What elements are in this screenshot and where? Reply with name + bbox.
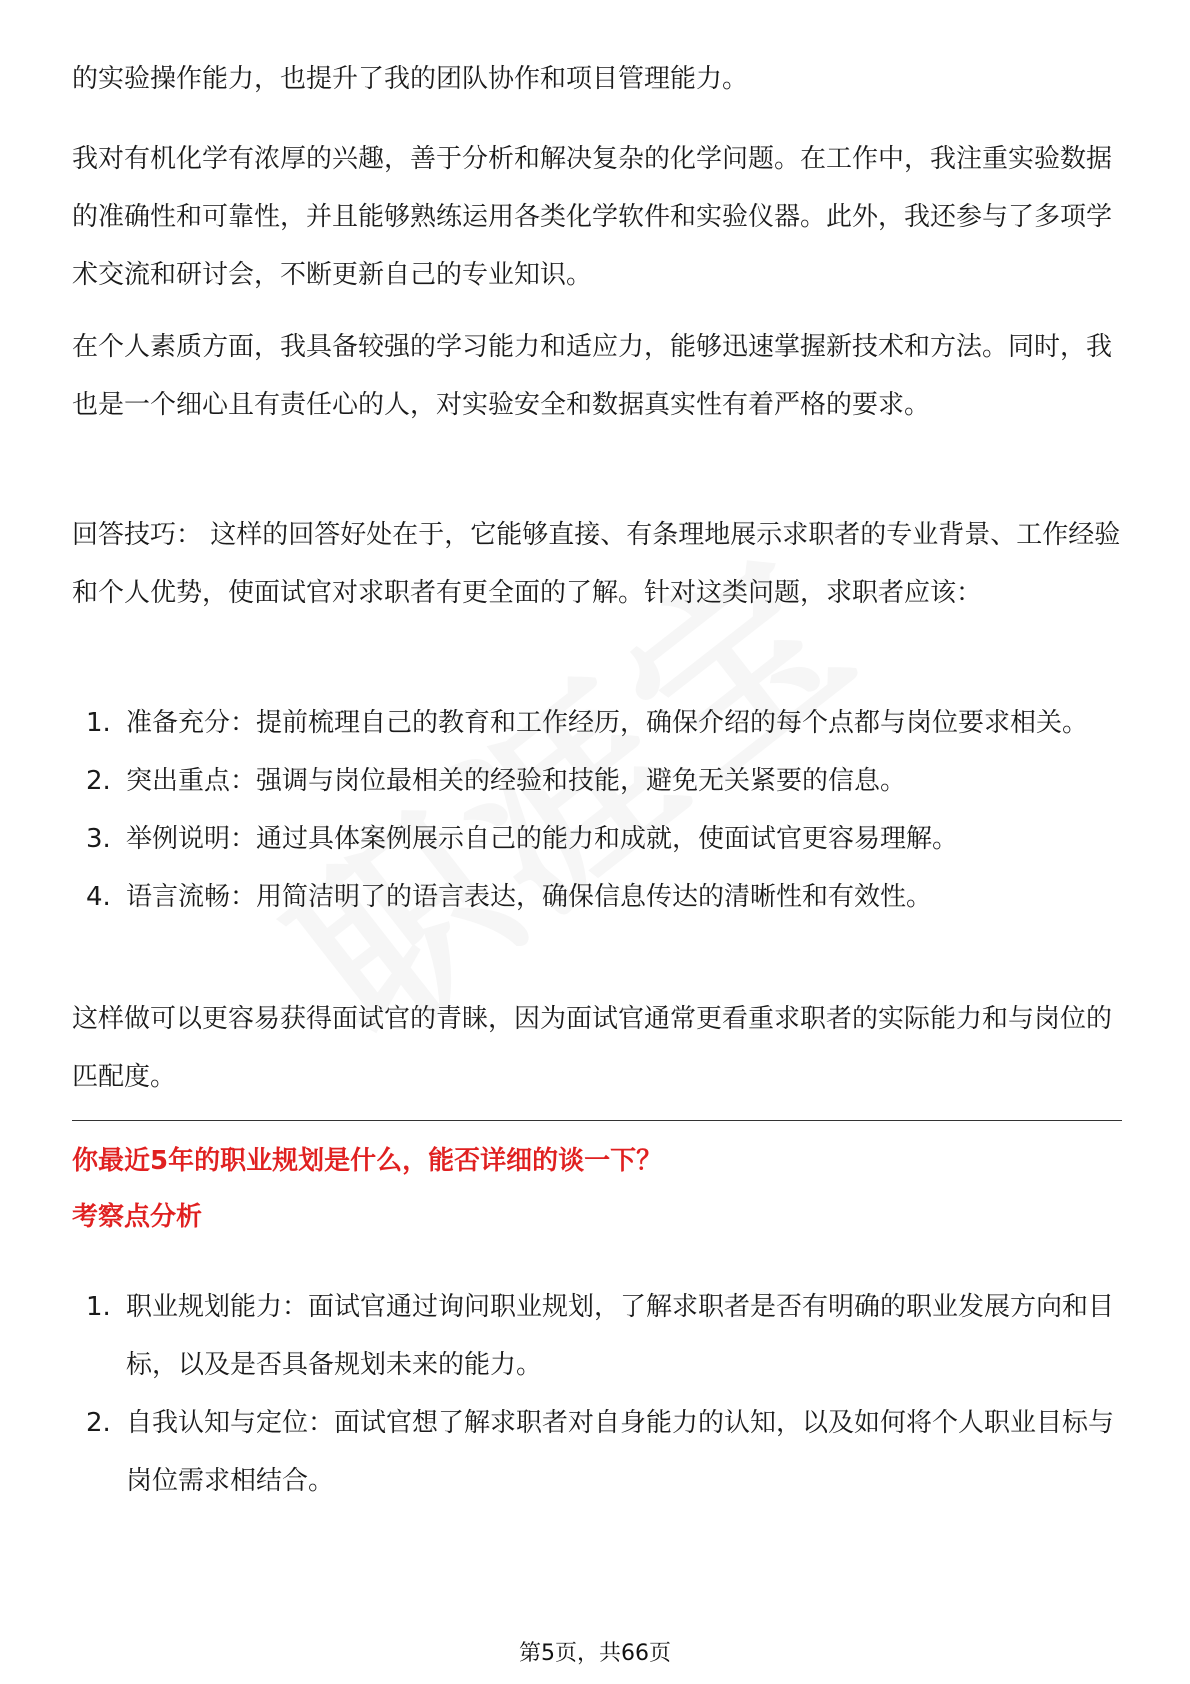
page-footer: 第5页，共66页 [519,1641,671,1666]
list-item: 1. 准备充分：提前梳理自己的教育和工作经历，确保介绍的每个点都与岗位要求相关。 [86,708,1089,738]
paragraph-intro-tail: 的实验操作能力，也提升了我的团队协作和项目管理能力。 [72,64,749,94]
tips-list [72,694,1122,926]
paragraph-personal-quality: 在个人素质方面，我具备较强的学习能力和适应力，能够迅速掌握新技术和方法。同时，我也是一个细心且有责任心的人，对实验安全和数据真实性有着严格的要求。 [72,332,1113,420]
list-item: 1. 职业规划能力：面试官通过询问职业规划，了解求职者是否有明确的职业发展方向和目标，以及是否具备规划未来的能力。 [86,1292,1115,1380]
paragraph-conclusion: 这样做可以更容易获得面试官的青睐，因为面试官通常更看重求职者的实际能力和与岗位的匹配度。 [72,1004,1113,1092]
paragraph-interest: 我对有机化学有浓厚的兴趣，善于分析和解决复杂的化学问题。在工作中，我注重实验数据的准确性和可靠性，并且能够熟练运用各类化学软件和实验仪器。此外，我还参与了多项学术交流和研讨会，不断更新自己的专业知识。 [72,144,1113,290]
section-divider [72,1120,1122,1121]
question-heading: 你最近5年的职业规划是什么，能否详细的谈一下？ [72,1146,663,1176]
section-heading: 考察点分析 [72,1202,203,1232]
paragraph-answer-tips: 回答技巧： 这样的回答好处在于，它能够直接、有条理地展示求职者的专业背景、工作经验和个人优势，使面试官对求职者有更全面的了解。针对这类问题，求职者应该： [72,520,1121,608]
list-item: 2. 突出重点：强调与岗位最相关的经验和技能，避免无关紧要的信息。 [86,766,907,796]
list-item: 4. 语言流畅：用简洁明了的语言表达，确保信息传达的清晰性和有效性。 [86,882,933,912]
analysis-list [72,1278,1122,1510]
list-item: 3. 举例说明：通过具体案例展示自己的能力和成就，使面试官更容易理解。 [86,824,959,854]
list-item: 2. 自我认知与定位：面试官想了解求职者对自身能力的认知，以及如何将个人职业目标与岗位需求相结合。 [86,1408,1115,1496]
